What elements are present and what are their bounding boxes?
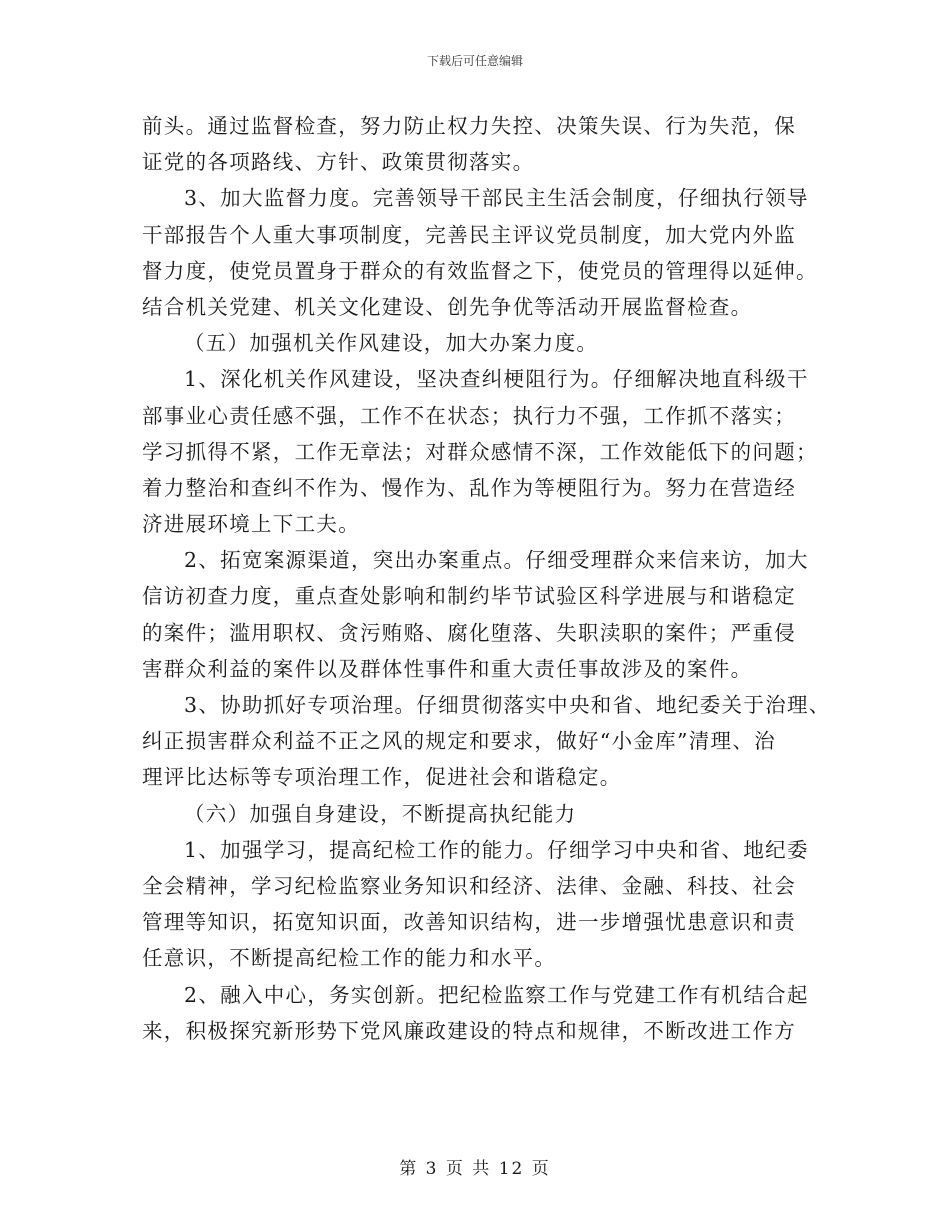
text-line: 1、加强学习，提高纪检工作的能力。仔细学习中央和省、地纪委 — [184, 837, 809, 862]
text-line: 1、深化机关作风建设，坚决查纠梗阻行为。仔细解决地直科级干 — [184, 367, 809, 392]
section-heading: （五）加强机关作风建设，加大办案力度。 — [184, 331, 599, 356]
document-body — [142, 108, 831, 1049]
text-line: 前头。通过监督检查，努力防止权力失控、决策失误、行为失范，保 — [142, 114, 796, 138]
text-line: 理评比达标等专项治理工作，促进社会和谐稳定。 — [142, 765, 622, 790]
text-line: 3、加大监督力度。完善领导干部民主生活会制度，仔细执行领导 — [184, 186, 809, 211]
text-line: 信访初查力度，重点查处影响和制约毕节试验区科学进展与和谐稳定 — [142, 584, 796, 609]
page-header: 下载后可任意编辑 — [426, 54, 523, 68]
text-line: 2、拓宽案源渠道，突出办案重点。仔细受理群众来信来访，加大 — [184, 548, 809, 573]
text-line: 全会精神，学习纪检监察业务知识和经济、法律、金融、科技、社会 — [142, 873, 796, 898]
text-line: 着力整治和查纠不作为、慢作为、乱作为等梗阻行为。努力在营造经 — [142, 475, 796, 500]
text-line: 督力度，使党员置身于群众的有效监督之下，使党员的管理得以延伸。 — [142, 258, 818, 283]
text-line: 管理等知识，拓宽知识面，改善知识结构，进一步增强忧患意识和责 — [142, 910, 796, 935]
text-line: 害群众利益的案件以及群体性事件和重大责任事故涉及的案件。 — [142, 656, 753, 681]
text-line: 干部报告个人重大事项制度，完善民主评议党员制度，加大党内外监 — [142, 222, 796, 247]
text-line: 济进展环境上下工夫。 — [142, 512, 360, 537]
text-line: 2、融入中心，务实创新。把纪检监察工作与党建工作有机结合起 — [184, 982, 809, 1007]
text-line: 来，积极探究新形势下党风廉政建设的特点和规律，不断改进工作方 — [142, 1018, 796, 1043]
text-line: 纠正损害群众利益不正之风的规定和要求，做好“小金库”清理、治 — [142, 729, 776, 754]
text-line: 证党的各项路线、方针、政策贯彻落实。 — [142, 150, 535, 175]
text-line: 结合机关党建、机关文化建设、创先争优等活动开展监督检查。 — [142, 294, 753, 319]
page-number: 第 3 页 共 12 页 — [399, 1159, 551, 1179]
text-line: 部事业心责任感不强，工作不在状态；执行力不强，工作抓不落实； — [142, 403, 796, 428]
text-line: 任意识，不断提高纪检工作的能力和水平。 — [142, 946, 557, 971]
text-line: 的案件；滥用职权、贪污贿赂、腐化堕落、失职渎职的案件；严重侵 — [142, 620, 796, 645]
section-heading: （六）加强自身建设，不断提高执纪能力 — [184, 801, 577, 826]
text-line: 学习抓得不紧，工作无章法；对群众感情不深，工作效能低下的问题； — [142, 439, 818, 464]
text-line: 3、协助抓好专项治理。仔细贯彻落实中央和省、地纪委关于治理、 — [184, 693, 831, 717]
